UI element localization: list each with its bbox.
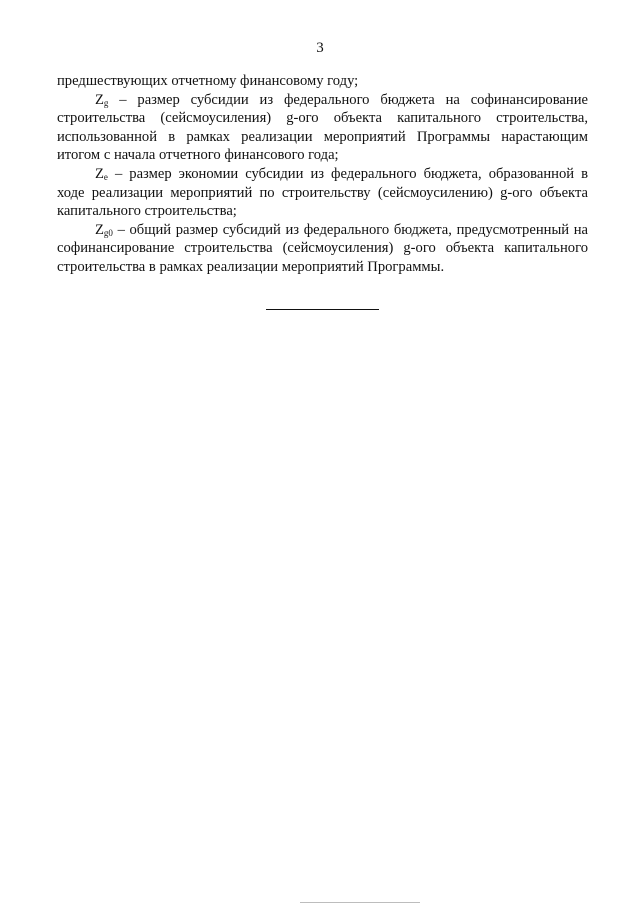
paragraph-text: – размер экономии субсидии из федерального бюджета, образованной в ходе реализации мероприятий по строительству (сейсмоусилению) g-ого объекта капитального строительства; (57, 165, 588, 220)
paragraph-text: – общий размер субсидий из федерального бюджета, предусмотренный на софинансирование строительства (сейсмоусиления) g-ого объекта капитального строительства в рамках реализации мероприятий Программы. (57, 221, 588, 275)
paragraph-text: предшествующих отчетному финансовому году; (57, 73, 359, 89)
variable-symbol-zg0: $Z_{g0}$ (95, 221, 113, 238)
paragraph-zg-definition (57, 91, 588, 165)
end-separator-line (266, 309, 379, 310)
variable-subscript: e (103, 171, 108, 182)
paragraph-ze-definition (57, 165, 588, 221)
scan-edge-mark (300, 902, 420, 903)
variable-subscript: g (103, 97, 109, 108)
document-body (57, 72, 588, 277)
paragraph-continuation (57, 72, 588, 91)
paragraph-text: – размер субсидии из федерального бюджета на софинансирование строительства (сейсмоусиления) g-ого объекта капитального строительства, использованной в рамках реализации мероприятий Программы нарастающим итогом с начала отчетного финансового года; (57, 91, 588, 164)
variable-symbol-ze: $Z_e$ (95, 165, 108, 182)
paragraph-zg0-definition (57, 221, 588, 277)
variable-symbol-zg: $Z_g$ (95, 91, 109, 108)
variable-subscript: g0 (103, 227, 113, 238)
page-number: 3 (316, 40, 324, 56)
